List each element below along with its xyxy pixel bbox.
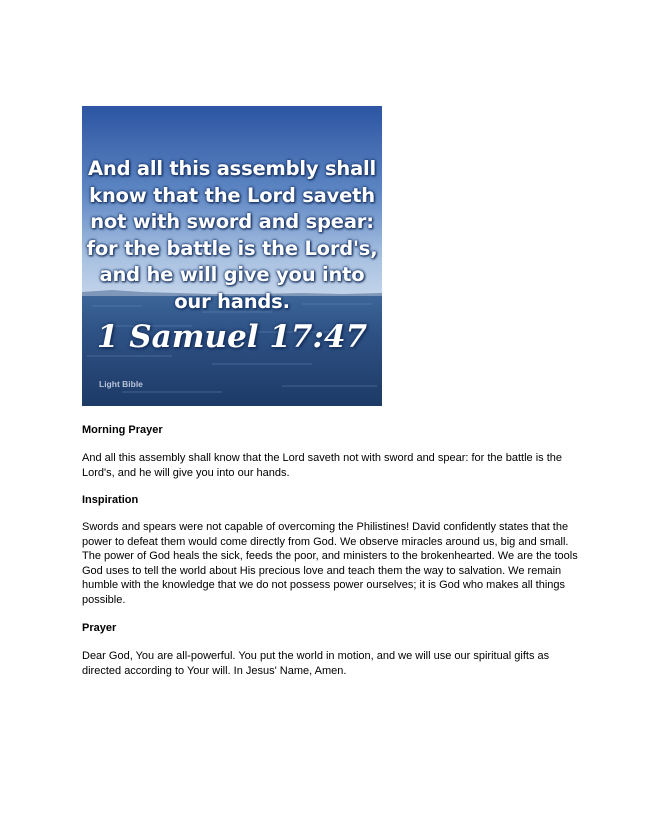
paragraph-morning-prayer [82, 451, 562, 480]
verse-line: And all this assembly shall [88, 157, 376, 180]
verse-line: for the battle is the Lord's, [86, 236, 378, 260]
text-line: And all this assembly shall know that the Lord saveth not with sword and spear: for the battle is the [82, 452, 562, 464]
verse-line: our hands. [174, 289, 290, 313]
text-line: Lord's, and he will give you into our hands. [82, 466, 290, 479]
verse-line: know that the Lord saveth [89, 183, 375, 207]
text-line: directed according to Your will. In Jesus' Name, Amen. [82, 664, 347, 677]
text-line: humble with the knowledge that we do not possess power ourselves; it is God who makes all things [82, 579, 566, 592]
verse-text [82, 156, 382, 316]
text-line: The power of God heals the sick, feeds the poor, and ministers to the brokenhearted. We are the tools [82, 550, 578, 563]
heading-prayer: Prayer [82, 622, 117, 634]
verse-reference: 1 Samuel 17:47 [96, 319, 368, 355]
text-line: power to defeat them would come directly from God. We observe miracles around us, big and small. [82, 535, 569, 548]
paragraph-prayer [82, 649, 562, 678]
text-line: Swords and spears were not capable of overcoming the Philistines! David confidently states that the [82, 521, 569, 533]
verse-line: not with sword and spear: [90, 210, 374, 234]
text-line: God uses to tell the world about His precious love and teach them the way to salvation. We remain [82, 564, 562, 577]
text-line: possible. [82, 593, 126, 606]
verse-line: and he will give you into [99, 263, 365, 287]
heading-inspiration: Inspiration [82, 494, 139, 506]
watermark: Light Bible [99, 379, 143, 389]
text-line: Dear God, You are all-powerful. You put the world in motion, and we will use our spiritual gifts as [82, 650, 550, 662]
heading-morning-prayer: Morning Prayer [82, 424, 163, 436]
paragraph-inspiration [82, 520, 578, 608]
verse-image [82, 106, 382, 406]
